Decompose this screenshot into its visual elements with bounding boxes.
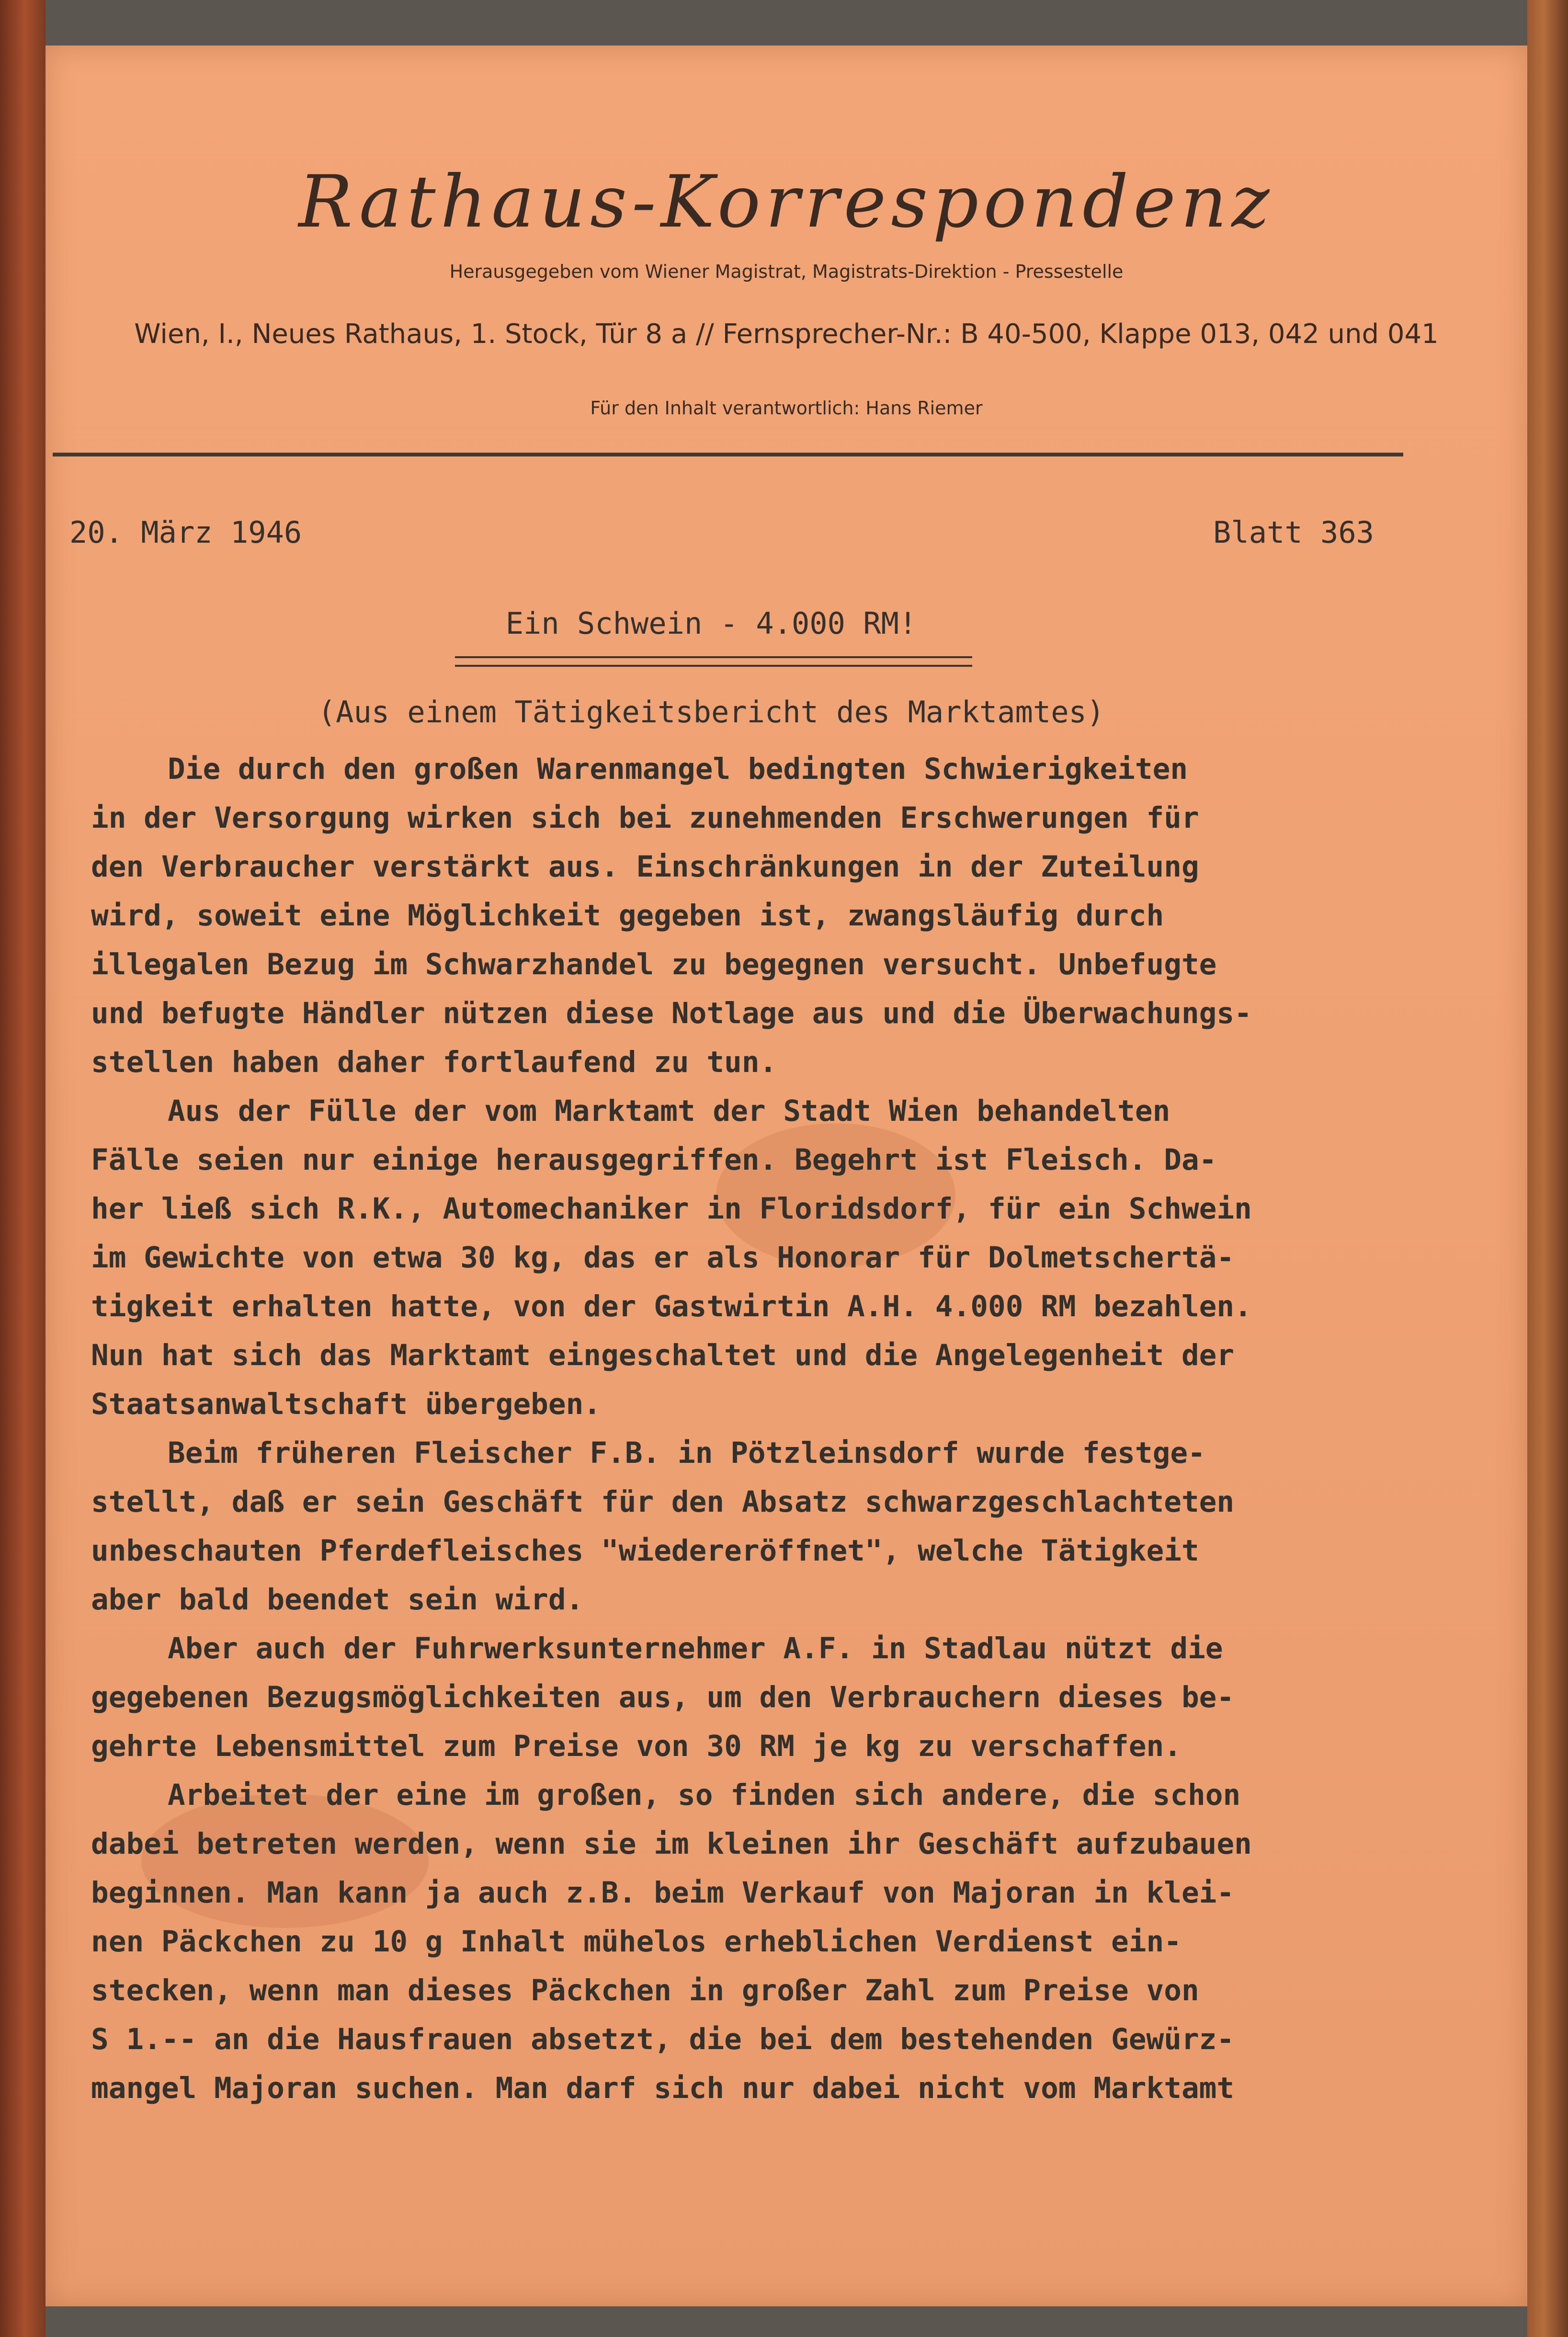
masthead-title: Rathaus-Korrespondenz (298, 160, 1274, 244)
masthead-rule (53, 453, 1403, 456)
body-line: unbeschauten Pferdefleisches "wiedereröffnet", welche Tätigkeit (91, 1534, 1199, 1568)
body-line: und befugte Händler nützen diese Notlage aus und die Überwachungs- (91, 996, 1252, 1030)
page-stack-edge (1527, 0, 1568, 2337)
body-line: Fälle seien nur einige herausgegriffen. Begehrt ist Fleisch. Da- (91, 1143, 1217, 1177)
body-line: beginnen. Man kann ja auch z.B. beim Verkauf von Majoran in klei- (91, 1876, 1235, 1910)
body-line: Die durch den großen Warenmangel bedingten Schwierigkeiten (168, 752, 1188, 786)
body-line: S 1.-- an die Hausfrauen absetzt, die bei dem bestehenden Gewürz- (91, 2022, 1235, 2056)
body-line: gegebenen Bezugsmöglichkeiten aus, um den Verbrauchern dieses be- (91, 1680, 1235, 1714)
body-line: dabei betreten werden, wenn sie im kleinen ihr Geschäft aufzubauen (91, 1827, 1252, 1861)
body-line: Aber auch der Fuhrwerksunternehmer A.F. in Stadlau nützt die (168, 1631, 1223, 1665)
body-line: illegalen Bezug im Schwarzhandel zu begegnen versucht. Unbefugte (91, 947, 1217, 981)
body-line: nen Päckchen zu 10 g Inhalt mühelos erheblichen Verdienst ein- (91, 1925, 1182, 1959)
body-line: im Gewichte von etwa 30 kg, das er als Honorar für Dolmetschertä- (91, 1241, 1235, 1275)
body-line: Staatsanwaltschaft übergeben. (91, 1387, 602, 1421)
body-line: stellen haben daher fortlaufend zu tun. (91, 1045, 777, 1079)
masthead-address: Wien, I., Neues Rathaus, 1. Stock, Tür 8 a // Fernsprecher-Nr.: B 40-500, Klappe 013, 042 und 041 (134, 319, 1439, 350)
body-line: tigkeit erhalten hatte, von der Gastwirtin A.H. 4.000 RM bezahlen. (91, 1289, 1252, 1323)
body-line: gehrte Lebensmittel zum Preise von 30 RM je kg zu verschaffen. (91, 1729, 1182, 1763)
body-line: aber bald beendet sein wird. (91, 1583, 584, 1617)
body-line: Beim früheren Fleischer F.B. in Pötzleinsdorf wurde festge- (168, 1436, 1205, 1470)
issue-date: 20. März 1946 (69, 515, 302, 550)
body-line: stellt, daß er sein Geschäft für den Absatz schwarzgeschlachteten (91, 1485, 1235, 1519)
body-line: stecken, wenn man dieses Päckchen in großer Zahl zum Preise von (91, 1973, 1199, 2007)
article-subheadline: (Aus einem Tätigkeitsbericht des Marktamtes) (318, 695, 1105, 730)
headline-double-underline (455, 656, 972, 667)
body-line: den Verbraucher verstärkt aus. Einschränkungen in der Zuteilung (91, 850, 1199, 884)
body-line: her ließ sich R.K., Automechaniker in Floridsdorf, für ein Schwein (91, 1192, 1252, 1226)
body-line: Aus der Fülle der vom Marktamt der Stadt Wien behandelten (168, 1094, 1170, 1128)
body-line: in der Versorgung wirken sich bei zunehmenden Erschwerungen für (91, 801, 1199, 835)
sheet-number: Blatt 363 (1213, 515, 1374, 550)
article-body (91, 745, 1489, 2113)
body-line: wird, soweit eine Möglichkeit gegeben ist, zwangsläufig durch (91, 899, 1164, 933)
masthead-publisher: Herausgegeben vom Wiener Magistrat, Magistrats-Direktion - Pressestelle (449, 261, 1124, 282)
body-line: Nun hat sich das Marktamt eingeschaltet und die Angelegenheit der (91, 1338, 1235, 1372)
body-line: Arbeitet der eine im großen, so finden sich andere, die schon (168, 1778, 1241, 1812)
masthead-responsible: Für den Inhalt verantwortlich: Hans Riemer (590, 398, 983, 419)
body-line: mangel Majoran suchen. Man darf sich nur dabei nicht vom Marktamt (91, 2071, 1235, 2105)
book-binding-left (0, 0, 45, 2337)
article-headline: Ein Schwein - 4.000 RM! (505, 606, 917, 641)
document-page (45, 46, 1527, 2306)
